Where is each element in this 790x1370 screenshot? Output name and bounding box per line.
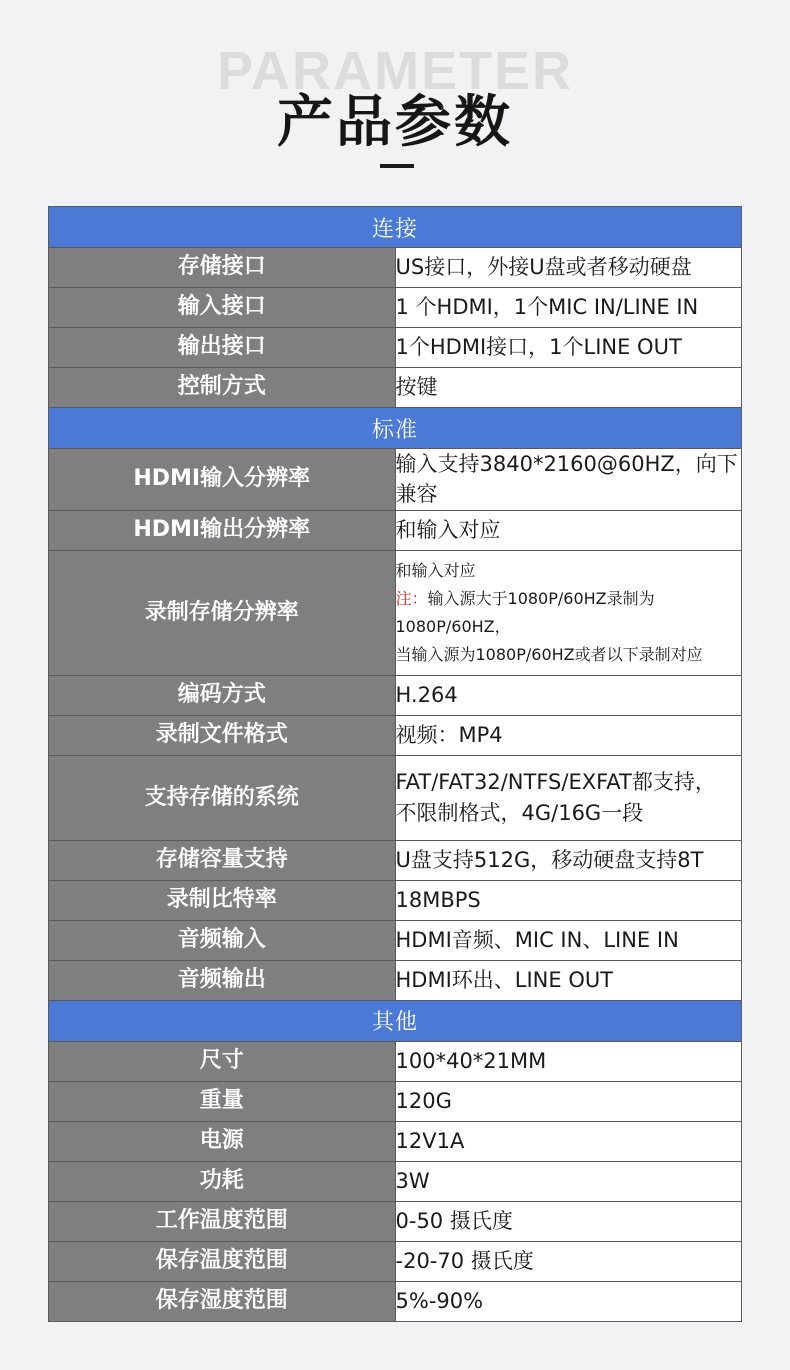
spec-key: 存储容量支持	[49, 840, 396, 880]
table-row	[49, 449, 742, 511]
table-row	[49, 840, 742, 880]
table-row	[49, 368, 742, 408]
spec-key: 电源	[49, 1121, 396, 1161]
table-row	[49, 1281, 742, 1321]
spec-key: 支持存储的系统	[49, 755, 396, 840]
spec-key: 保存温度范围	[49, 1241, 396, 1281]
table-row	[49, 1161, 742, 1201]
spec-value: 5%-90%	[395, 1281, 742, 1321]
spec-value-multiline	[395, 755, 742, 840]
spec-key: 重量	[49, 1081, 396, 1121]
title-divider	[380, 164, 414, 168]
table-row	[49, 1041, 742, 1081]
section-header-other	[49, 1000, 742, 1041]
page-title: 产品参数	[277, 90, 513, 155]
spec-key: 编码方式	[49, 675, 396, 715]
spec-value: 视频：MP4	[395, 715, 742, 755]
spec-value: US接口，外接U盘或者移动硬盘	[395, 248, 742, 288]
spec-key: 功耗	[49, 1161, 396, 1201]
spec-value: H.264	[395, 675, 742, 715]
spec-key: HDMI输出分辨率	[49, 510, 396, 550]
spec-value: 1个HDMI接口，1个LINE OUT	[395, 328, 742, 368]
spec-key: 音频输出	[49, 960, 396, 1000]
spec-key: 工作温度范围	[49, 1201, 396, 1241]
value-line-with-note	[396, 585, 742, 641]
spec-key: 输出接口	[49, 328, 396, 368]
spec-key: 录制存储分辨率	[49, 550, 396, 675]
spec-value: 100*40*21MM	[395, 1041, 742, 1081]
table-row	[49, 1121, 742, 1161]
value-line: 当输入源为1080P/60HZ或者以下录制对应	[395, 644, 703, 664]
spec-table	[48, 206, 742, 1322]
table-row	[49, 1081, 742, 1121]
table-row	[49, 248, 742, 288]
spec-value: 3W	[395, 1161, 742, 1201]
spec-value: 18MBPS	[395, 880, 742, 920]
value-line: 和输入对应	[395, 560, 476, 580]
spec-value: 按键	[395, 368, 742, 408]
spec-key: 输入接口	[49, 288, 396, 328]
section-header-standard	[49, 408, 742, 449]
table-row	[49, 880, 742, 920]
table-row	[49, 328, 742, 368]
note-label: 注：	[395, 588, 428, 608]
table-row	[49, 550, 742, 675]
spec-value: 1 个HDMI，1个MIC IN/LINE IN	[395, 288, 742, 328]
spec-value: HDMI环出、LINE OUT	[395, 960, 742, 1000]
spec-key: 录制文件格式	[49, 715, 396, 755]
spec-key: 保存湿度范围	[49, 1281, 396, 1321]
spec-key: 音频输入	[49, 920, 396, 960]
spec-value-multiline	[395, 550, 742, 675]
spec-value: 12V1A	[395, 1121, 742, 1161]
spec-value: 120G	[395, 1081, 742, 1121]
section-title: 标准	[49, 408, 742, 449]
spec-value: U盘支持512G，移动硬盘支持8T	[395, 840, 742, 880]
table-row	[49, 510, 742, 550]
spec-value: -20-70 摄氏度	[395, 1241, 742, 1281]
table-row	[49, 1241, 742, 1281]
spec-key: 尺寸	[49, 1041, 396, 1081]
table-row	[49, 960, 742, 1000]
spec-key: HDMI输入分辨率	[49, 449, 396, 511]
section-header-connection	[49, 207, 742, 248]
spec-key: 存储接口	[49, 248, 396, 288]
spec-value: 输入支持3840*2160@60HZ，向下兼容	[395, 449, 742, 511]
table-row	[49, 288, 742, 328]
table-row	[49, 920, 742, 960]
section-title: 连接	[49, 207, 742, 248]
spec-key: 控制方式	[49, 368, 396, 408]
table-row	[49, 715, 742, 755]
spec-value: HDMI音频、MIC IN、LINE IN	[395, 920, 742, 960]
spec-value: 和输入对应	[395, 510, 742, 550]
background-watermark-word: PARAMETER	[216, 41, 573, 101]
table-row	[49, 675, 742, 715]
spec-key: 录制比特率	[49, 880, 396, 920]
section-title: 其他	[49, 1000, 742, 1041]
table-row	[49, 755, 742, 840]
table-row	[49, 1201, 742, 1241]
value-line: 不限制格式，4G/16G一段	[395, 800, 644, 825]
page-header	[0, 0, 790, 200]
value-line: FAT/FAT32/NTFS/EXFAT都支持，	[395, 770, 716, 795]
spec-value: 0-50 摄氏度	[395, 1201, 742, 1241]
note-text: 输入源大于1080P/60HZ录制为1080P/60HZ，	[395, 588, 655, 636]
